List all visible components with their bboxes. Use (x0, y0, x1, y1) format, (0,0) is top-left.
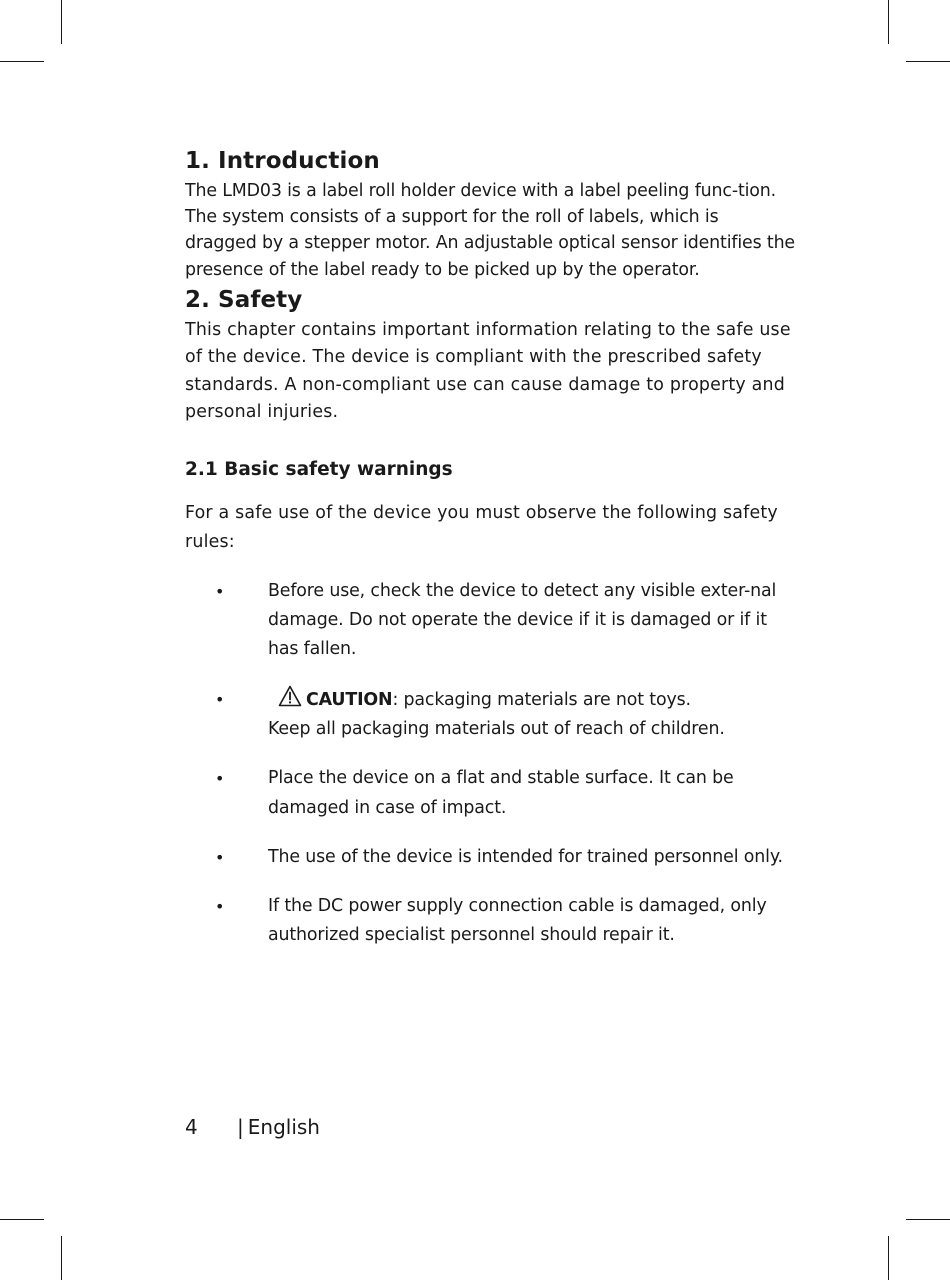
basic-safety-warnings-heading: 2.1 Basic safety warnings (185, 458, 453, 480)
caution-text: : packaging materials are not toys. (392, 689, 691, 710)
safety-rules-intro: For a safe use of the device you must observe the following safety rules: (185, 502, 778, 552)
crop-mark (61, 0, 62, 44)
safety-heading: 2. Safety (185, 286, 303, 313)
list-item (185, 764, 795, 823)
list-item-text: Place the device on a flat and stable surface. It can be damaged in case of impact. (268, 768, 734, 818)
crop-mark (906, 61, 950, 62)
crop-mark (888, 0, 889, 44)
introduction-heading: 1. Introduction (185, 148, 380, 174)
list-item (185, 843, 795, 872)
caution-label: CAUTION (306, 689, 393, 710)
footer-separator: | (237, 1115, 244, 1139)
page-content (185, 144, 795, 971)
list-item-text: If the DC power supply connection cable is damaged, only authorized specialist personnel should repair it. (268, 896, 767, 946)
caution-line (268, 685, 691, 715)
safety-paragraph: This chapter contains important information relating to the safe use of the device. The device is compliant with the prescribed safety standards. A non-compliant use can cause damage to property and personal injuries. (185, 319, 791, 423)
crop-mark (0, 61, 44, 62)
crop-mark (888, 1236, 889, 1280)
list-item-text: The use of the device is intended for trained personnel only. (268, 846, 783, 867)
caution-list-item (185, 685, 795, 745)
list-item (185, 892, 795, 951)
page-footer (185, 1113, 320, 1141)
page-number: 4 (185, 1115, 198, 1139)
caution-text-continued: Keep all packaging materials out of reach of children. (268, 719, 725, 739)
footer-language: English (247, 1115, 320, 1139)
list-item (185, 577, 795, 665)
crop-mark (906, 1219, 950, 1220)
bullet: • (215, 897, 225, 917)
introduction-paragraph: The LMD03 is a label roll holder device with a label peeling func-tion. The system consists of a support for the roll of labels, which is dragged by a stepper motor. An adjustable optical sensor identifies the presence of the label ready to be picked up by the operator. (185, 181, 795, 280)
bullet: • (215, 689, 225, 709)
bullet: • (215, 769, 225, 789)
warning-triangle-icon (278, 685, 302, 707)
safety-rules-list (185, 577, 795, 951)
crop-mark (61, 1236, 62, 1280)
bullet: • (215, 581, 225, 601)
list-item-text: Before use, check the device to detect any visible exter-nal damage. Do not operate the device if it is damaged or if it has fallen. (268, 580, 777, 660)
bullet: • (215, 847, 225, 867)
crop-mark (0, 1219, 44, 1220)
